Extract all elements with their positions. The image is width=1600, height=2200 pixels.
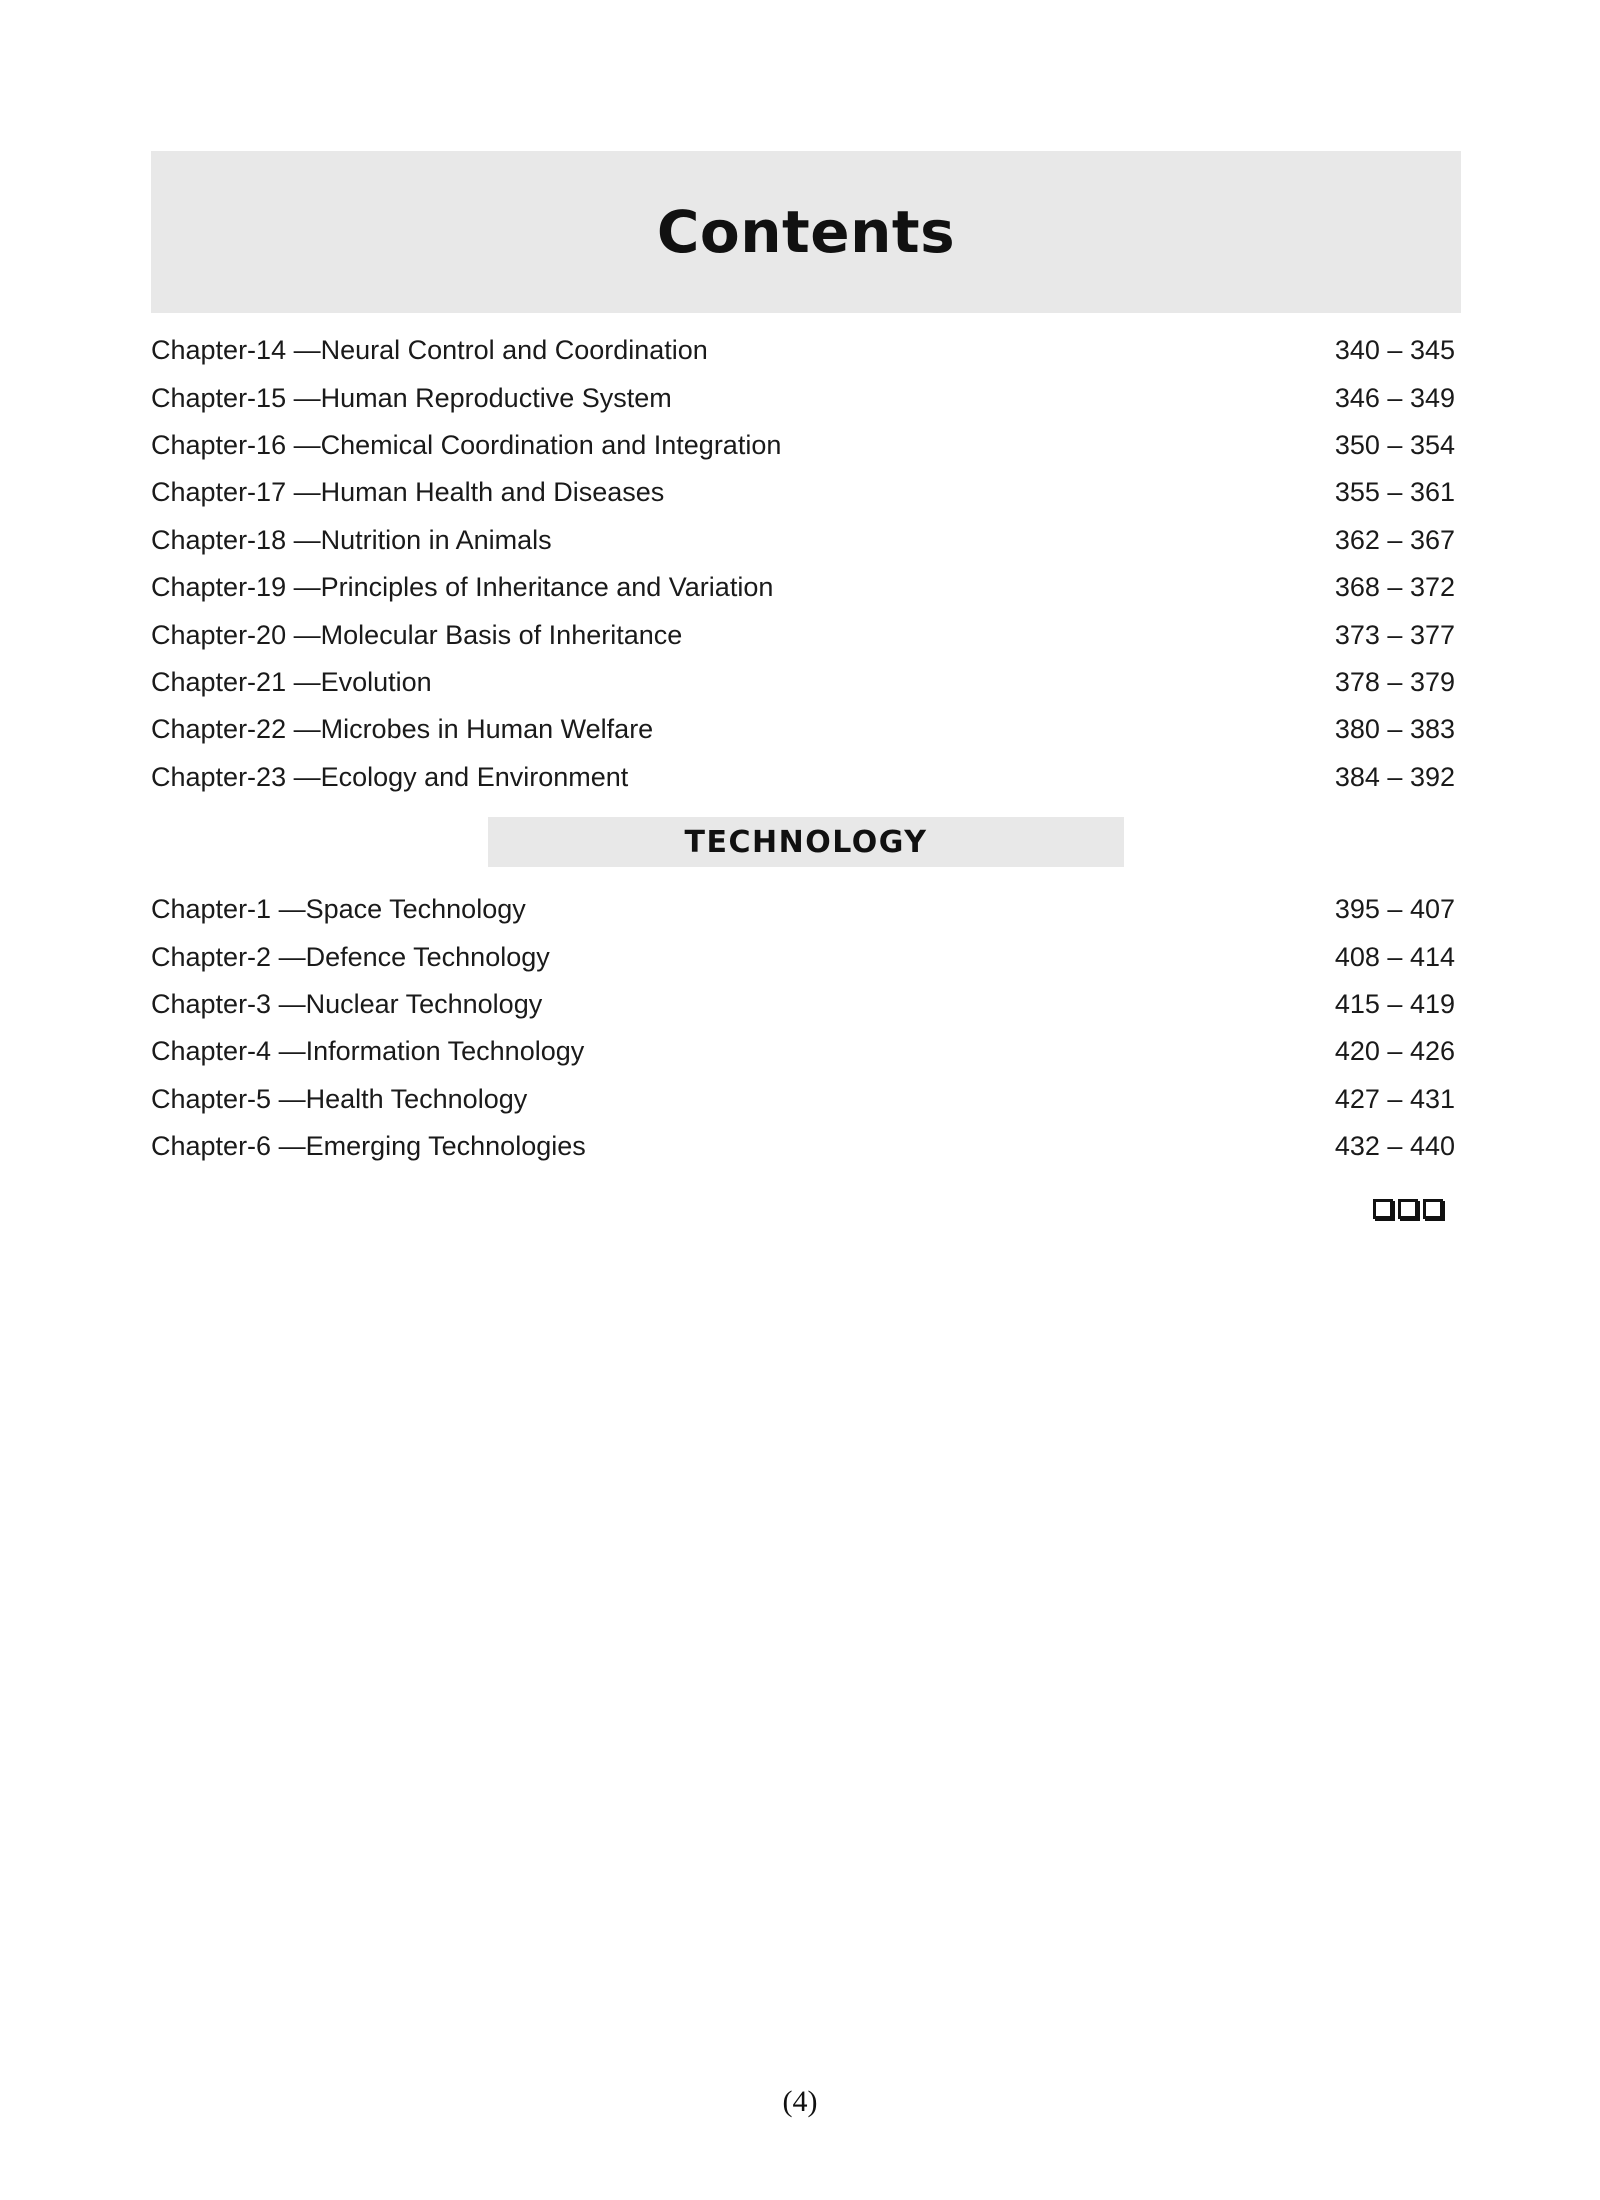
toc-page-range: 350 – 354	[1334, 429, 1455, 460]
toc-chapter-title: Chapter-1 —Space Technology	[151, 894, 526, 925]
toc-page-range: 415 – 419	[1334, 988, 1455, 1019]
toc-row[interactable]	[151, 1028, 1461, 1075]
toc-row[interactable]	[151, 981, 1461, 1028]
toc-chapter-title: Chapter-3 —Nuclear Technology	[151, 988, 543, 1019]
toc-chapter-title: Chapter-6 —Emerging Technologies	[151, 1131, 586, 1162]
toc-page-range: 373 – 377	[1334, 619, 1455, 650]
square-icon	[1398, 1199, 1418, 1219]
toc-row[interactable]	[151, 659, 1461, 706]
square-icon	[1423, 1199, 1443, 1219]
toc-page-range: 368 – 372	[1334, 572, 1455, 603]
toc-chapter-title: Chapter-21 —Evolution	[151, 666, 432, 697]
toc-page-range: 432 – 440	[1334, 1131, 1455, 1162]
toc-chapter-title: Chapter-23 —Ecology and Environment	[151, 761, 629, 792]
toc-row[interactable]	[151, 886, 1461, 933]
toc-row[interactable]	[151, 374, 1461, 421]
toc-page-range: 420 – 426	[1334, 1036, 1455, 1067]
toc-row[interactable]	[151, 1076, 1461, 1123]
toc-chapter-title: Chapter-16 —Chemical Coordination and Integration	[151, 429, 782, 460]
toc-section-technology	[151, 886, 1461, 1170]
toc-page-range: 395 – 407	[1334, 894, 1455, 925]
toc-page-range: 408 – 414	[1334, 941, 1455, 972]
toc-section-biology	[151, 327, 1461, 801]
toc-page-range: 355 – 361	[1334, 477, 1455, 508]
toc-row[interactable]	[151, 517, 1461, 564]
page-number: (4)	[782, 2085, 818, 2118]
toc-chapter-title: Chapter-22 —Microbes in Human Welfare	[151, 714, 654, 745]
toc-page-range: 427 – 431	[1334, 1083, 1455, 1114]
toc-chapter-title: Chapter-18 —Nutrition in Animals	[151, 524, 552, 555]
toc-chapter-title: Chapter-14 —Neural Control and Coordination	[151, 335, 708, 366]
toc-chapter-title: Chapter-2 —Defence Technology	[151, 941, 550, 972]
toc-row[interactable]	[151, 564, 1461, 611]
toc-page-range: 346 – 349	[1334, 382, 1455, 413]
toc-row[interactable]	[151, 327, 1461, 374]
toc-row[interactable]	[151, 933, 1461, 980]
toc-row[interactable]	[151, 1123, 1461, 1170]
toc-page-range: 378 – 379	[1334, 666, 1455, 697]
toc-row[interactable]	[151, 469, 1461, 516]
toc-row[interactable]	[151, 611, 1461, 658]
toc-row[interactable]	[151, 706, 1461, 753]
section-heading-technology	[488, 817, 1124, 867]
toc-chapter-title: Chapter-4 —Information Technology	[151, 1036, 585, 1067]
toc-row[interactable]	[151, 754, 1461, 801]
toc-chapter-title: Chapter-15 —Human Reproductive System	[151, 382, 672, 413]
page-title: Contents	[656, 198, 956, 266]
toc-chapter-title: Chapter-19 —Principles of Inheritance and Variation	[151, 572, 774, 603]
toc-chapter-title: Chapter-5 —Health Technology	[151, 1083, 528, 1114]
square-icon	[1373, 1199, 1393, 1219]
toc-page-range: 340 – 345	[1334, 335, 1455, 366]
end-of-section-mark	[1373, 1199, 1443, 1219]
toc-page-range: 380 – 383	[1334, 714, 1455, 745]
toc-page-range: 384 – 392	[1334, 761, 1455, 792]
toc-chapter-title: Chapter-17 —Human Health and Diseases	[151, 477, 665, 508]
toc-chapter-title: Chapter-20 —Molecular Basis of Inheritance	[151, 619, 683, 650]
toc-page-range: 362 – 367	[1334, 524, 1455, 555]
toc-row[interactable]	[151, 422, 1461, 469]
contents-header	[151, 151, 1461, 313]
section-heading-label: TECHNOLOGY	[684, 824, 928, 860]
